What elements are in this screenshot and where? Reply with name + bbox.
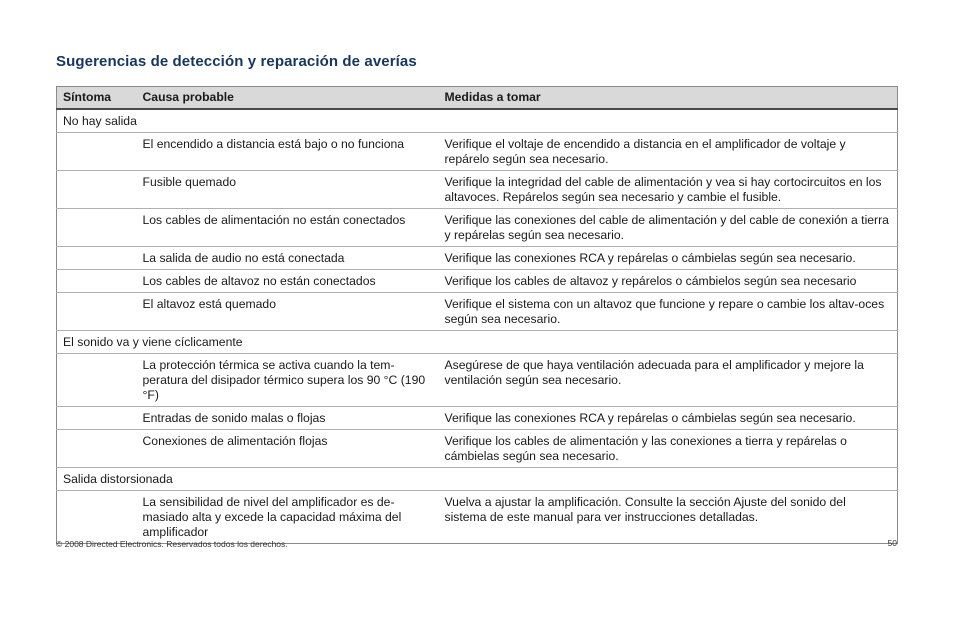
cause-cell: El altavoz está quemado — [137, 293, 439, 331]
empty-cell — [57, 247, 137, 270]
empty-cell — [57, 270, 137, 293]
header-cause: Causa probable — [137, 87, 439, 110]
action-cell: Verifique los cables de altavoz y repárelos o cámbielos según sea necesario — [439, 270, 898, 293]
footer-copyright: © 2008 Directed Electronics. Reservados todos los derechos. — [56, 539, 288, 549]
empty-cell — [57, 171, 137, 209]
cause-cell: Los cables de altavoz no están conectados — [137, 270, 439, 293]
table-row — [57, 133, 898, 171]
table-row — [57, 171, 898, 209]
page-title: Sugerencias de detección y reparación de averías — [56, 53, 417, 70]
cause-cell: Entradas de sonido malas o flojas — [137, 407, 439, 430]
empty-cell — [57, 354, 137, 407]
action-cell: Verifique el voltaje de encendido a distancia en el amplificador de voltaje y repárelo según sea necesario. — [439, 133, 898, 171]
table-row — [57, 270, 898, 293]
action-cell: Verifique las conexiones RCA y repárelas o cámbielas según sea necesario. — [439, 407, 898, 430]
action-cell: Verifique las conexiones del cable de alimentación y del cable de conexión a tierra y repárelas según sea necesario. — [439, 209, 898, 247]
cause-cell: La protección térmica se activa cuando la tem-peratura del disipador térmico supera los 90 °C (190 °F) — [137, 354, 439, 407]
symptom-label: Salida distorsionada — [57, 468, 898, 491]
symptom-row — [57, 468, 898, 491]
empty-cell — [57, 209, 137, 247]
header-action: Medidas a tomar — [439, 87, 898, 110]
symptom-row — [57, 109, 898, 133]
table-row — [57, 407, 898, 430]
cause-cell: La sensibilidad de nivel del amplificador es de-masiado alta y excede la capacidad máxima del amplificador — [137, 491, 439, 544]
symptom-row — [57, 331, 898, 354]
empty-cell — [57, 407, 137, 430]
empty-cell — [57, 293, 137, 331]
empty-cell — [57, 430, 137, 468]
table-row — [57, 209, 898, 247]
table-row — [57, 491, 898, 544]
action-cell: Verifique las conexiones RCA y repárelas o cámbielas según sea necesario. — [439, 247, 898, 270]
troubleshooting-table — [56, 86, 898, 544]
symptom-label: No hay salida — [57, 109, 898, 133]
empty-cell — [57, 133, 137, 171]
cause-cell: Fusible quemado — [137, 171, 439, 209]
action-cell: Vuelva a ajustar la amplificación. Consulte la sección Ajuste del sonido del sistema de este manual para ver instrucciones detalladas. — [439, 491, 898, 544]
cause-cell: Los cables de alimentación no están conectados — [137, 209, 439, 247]
symptom-label: El sonido va y viene cíclicamente — [57, 331, 898, 354]
cause-cell: La salida de audio no está conectada — [137, 247, 439, 270]
table-row — [57, 354, 898, 407]
cause-cell: Conexiones de alimentación flojas — [137, 430, 439, 468]
empty-cell — [57, 491, 137, 544]
table-row — [57, 293, 898, 331]
header-symptom: Síntoma — [57, 87, 137, 110]
table-row — [57, 430, 898, 468]
cause-cell: El encendido a distancia está bajo o no funciona — [137, 133, 439, 171]
page-number: 50 — [887, 538, 897, 548]
table-row — [57, 247, 898, 270]
action-cell: Verifique el sistema con un altavoz que funcione y repare o cambie los altav-oces según sea necesario. — [439, 293, 898, 331]
table-header-row — [57, 87, 898, 110]
action-cell: Verifique los cables de alimentación y las conexiones a tierra y repárelas o cámbielas según sea necesario. — [439, 430, 898, 468]
action-cell: Asegúrese de que haya ventilación adecuada para el amplificador y mejore la ventilación según sea necesario. — [439, 354, 898, 407]
action-cell: Verifique la integridad del cable de alimentación y vea si hay cortocircuitos en los altavoces. Repárelos según sea necesario y cambie el fusible. — [439, 171, 898, 209]
